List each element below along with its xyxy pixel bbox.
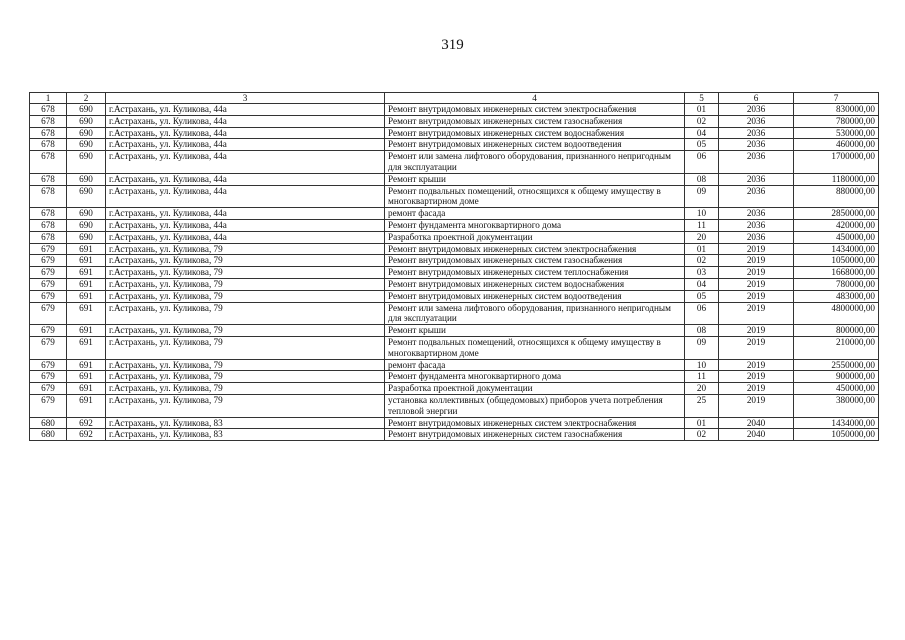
work-type-cell: Ремонт внутридомовых инженерных систем электроснабжения — [385, 417, 685, 429]
work-type-cell: Ремонт крыши — [385, 173, 685, 185]
cost-cell: 780000,00 — [794, 278, 879, 290]
row-number-cell: 679 — [30, 359, 67, 371]
column-header: 7 — [794, 93, 879, 104]
cost-cell: 4800000,00 — [794, 302, 879, 325]
house-id-cell: 690 — [67, 208, 106, 220]
table-row — [30, 267, 879, 279]
year-cell: 2019 — [719, 255, 794, 267]
work-type-cell: Ремонт внутридомовых инженерных систем газоснабжения — [385, 429, 685, 441]
house-id-cell: 691 — [67, 267, 106, 279]
house-id-cell: 692 — [67, 429, 106, 441]
work-code-cell: 01 — [685, 104, 719, 116]
column-header: 5 — [685, 93, 719, 104]
work-type-cell: Разработка проектной документации — [385, 231, 685, 243]
year-cell: 2019 — [719, 267, 794, 279]
house-id-cell: 690 — [67, 185, 106, 208]
table-row — [30, 104, 879, 116]
work-type-cell: Ремонт внутридомовых инженерных систем водоотведения — [385, 290, 685, 302]
row-number-cell: 679 — [30, 255, 67, 267]
house-id-cell: 691 — [67, 383, 106, 395]
address-cell: г.Астрахань, ул. Куликова, 44а — [106, 139, 385, 151]
year-cell: 2040 — [719, 429, 794, 441]
cost-cell: 880000,00 — [794, 185, 879, 208]
column-header: 1 — [30, 93, 67, 104]
work-code-cell: 08 — [685, 325, 719, 337]
year-cell: 2019 — [719, 278, 794, 290]
cost-cell: 450000,00 — [794, 231, 879, 243]
table-row — [30, 151, 879, 174]
address-cell: г.Астрахань, ул. Куликова, 79 — [106, 371, 385, 383]
house-id-cell: 692 — [67, 417, 106, 429]
work-code-cell: 05 — [685, 290, 719, 302]
house-id-cell: 691 — [67, 394, 106, 417]
address-cell: г.Астрахань, ул. Куликова, 44а — [106, 173, 385, 185]
work-code-cell: 20 — [685, 231, 719, 243]
work-type-cell: Ремонт внутридомовых инженерных систем водоснабжения — [385, 278, 685, 290]
year-cell: 2036 — [719, 115, 794, 127]
row-number-cell: 678 — [30, 151, 67, 174]
work-code-cell: 03 — [685, 267, 719, 279]
cost-cell: 380000,00 — [794, 394, 879, 417]
year-cell: 2019 — [719, 302, 794, 325]
table-row — [30, 429, 879, 441]
work-type-cell: Ремонт крыши — [385, 325, 685, 337]
table-row — [30, 243, 879, 255]
row-number-cell: 678 — [30, 104, 67, 116]
column-header: 6 — [719, 93, 794, 104]
house-id-cell: 690 — [67, 127, 106, 139]
cost-cell: 1434000,00 — [794, 417, 879, 429]
cost-cell: 483000,00 — [794, 290, 879, 302]
address-cell: г.Астрахань, ул. Куликова, 44а — [106, 231, 385, 243]
year-cell: 2036 — [719, 219, 794, 231]
work-code-cell: 06 — [685, 151, 719, 174]
row-number-cell: 679 — [30, 336, 67, 359]
cost-cell: 1050000,00 — [794, 429, 879, 441]
year-cell: 2019 — [719, 290, 794, 302]
house-id-cell: 691 — [67, 278, 106, 290]
cost-cell: 1180000,00 — [794, 173, 879, 185]
work-type-cell: Ремонт внутридомовых инженерных систем водоснабжения — [385, 127, 685, 139]
year-cell: 2019 — [719, 243, 794, 255]
table-row — [30, 255, 879, 267]
house-id-cell: 691 — [67, 243, 106, 255]
row-number-cell: 678 — [30, 139, 67, 151]
cost-cell: 780000,00 — [794, 115, 879, 127]
column-header: 2 — [67, 93, 106, 104]
address-cell: г.Астрахань, ул. Куликова, 79 — [106, 383, 385, 395]
row-number-cell: 678 — [30, 219, 67, 231]
table-row — [30, 173, 879, 185]
work-type-cell: Разработка проектной документации — [385, 383, 685, 395]
address-cell: г.Астрахань, ул. Куликова, 44а — [106, 115, 385, 127]
cost-cell: 830000,00 — [794, 104, 879, 116]
house-id-cell: 691 — [67, 371, 106, 383]
table-row — [30, 208, 879, 220]
address-cell: г.Астрахань, ул. Куликова, 79 — [106, 359, 385, 371]
year-cell: 2036 — [719, 151, 794, 174]
address-cell: г.Астрахань, ул. Куликова, 79 — [106, 255, 385, 267]
year-cell: 2019 — [719, 394, 794, 417]
row-number-cell: 678 — [30, 127, 67, 139]
table-row — [30, 359, 879, 371]
address-cell: г.Астрахань, ул. Куликова, 44а — [106, 208, 385, 220]
house-id-cell: 690 — [67, 104, 106, 116]
row-number-cell: 678 — [30, 173, 67, 185]
year-cell: 2019 — [719, 371, 794, 383]
work-type-cell: Ремонт внутридомовых инженерных систем электроснабжения — [385, 243, 685, 255]
house-id-cell: 691 — [67, 325, 106, 337]
year-cell: 2036 — [719, 139, 794, 151]
house-id-cell: 690 — [67, 151, 106, 174]
cost-cell: 1434000,00 — [794, 243, 879, 255]
row-number-cell: 678 — [30, 208, 67, 220]
table-row — [30, 383, 879, 395]
row-number-cell: 680 — [30, 429, 67, 441]
year-cell: 2040 — [719, 417, 794, 429]
table-row — [30, 290, 879, 302]
page-number: 319 — [441, 37, 464, 53]
year-cell: 2036 — [719, 231, 794, 243]
cost-cell: 1050000,00 — [794, 255, 879, 267]
row-number-cell: 679 — [30, 243, 67, 255]
work-code-cell: 20 — [685, 383, 719, 395]
work-type-cell: ремонт фасада — [385, 359, 685, 371]
work-type-cell: Ремонт внутридомовых инженерных систем газоснабжения — [385, 255, 685, 267]
work-code-cell: 01 — [685, 243, 719, 255]
work-type-cell: Ремонт внутридомовых инженерных систем теплоснабжения — [385, 267, 685, 279]
repair-schedule-table — [29, 92, 879, 441]
table-row — [30, 219, 879, 231]
house-id-cell: 690 — [67, 115, 106, 127]
table-header-row — [30, 93, 879, 104]
house-id-cell: 691 — [67, 290, 106, 302]
year-cell: 2036 — [719, 104, 794, 116]
table-row — [30, 139, 879, 151]
address-cell: г.Астрахань, ул. Куликова, 44а — [106, 104, 385, 116]
table-row — [30, 336, 879, 359]
work-type-cell: ремонт фасада — [385, 208, 685, 220]
work-type-cell: Ремонт или замена лифтового оборудования, признанного непригодным для эксплуатации — [385, 151, 685, 174]
work-type-cell: Ремонт фундамента многоквартирного дома — [385, 371, 685, 383]
cost-cell: 1700000,00 — [794, 151, 879, 174]
work-code-cell: 10 — [685, 208, 719, 220]
address-cell: г.Астрахань, ул. Куликова, 83 — [106, 417, 385, 429]
year-cell: 2036 — [719, 185, 794, 208]
work-type-cell: Ремонт подвальных помещений, относящихся к общему имуществу в многоквартирном доме — [385, 336, 685, 359]
work-type-cell: Ремонт внутридомовых инженерных систем газоснабжения — [385, 115, 685, 127]
cost-cell: 2850000,00 — [794, 208, 879, 220]
work-type-cell: Ремонт подвальных помещений, относящихся к общему имуществу в многоквартирном доме — [385, 185, 685, 208]
row-number-cell: 679 — [30, 325, 67, 337]
house-id-cell: 690 — [67, 139, 106, 151]
address-cell: г.Астрахань, ул. Куликова, 79 — [106, 336, 385, 359]
table-row — [30, 115, 879, 127]
cost-cell: 1668000,00 — [794, 267, 879, 279]
row-number-cell: 679 — [30, 267, 67, 279]
address-cell: г.Астрахань, ул. Куликова, 44а — [106, 127, 385, 139]
address-cell: г.Астрахань, ул. Куликова, 79 — [106, 394, 385, 417]
cost-cell: 450000,00 — [794, 383, 879, 395]
address-cell: г.Астрахань, ул. Куликова, 44а — [106, 151, 385, 174]
house-id-cell: 691 — [67, 302, 106, 325]
column-header: 4 — [385, 93, 685, 104]
address-cell: г.Астрахань, ул. Куликова, 83 — [106, 429, 385, 441]
work-type-cell: Ремонт фундамента многоквартирного дома — [385, 219, 685, 231]
work-type-cell: установка коллективных (общедомовых) приборов учета потребления тепловой энергии — [385, 394, 685, 417]
year-cell: 2036 — [719, 208, 794, 220]
table-body — [30, 104, 879, 441]
house-id-cell: 691 — [67, 336, 106, 359]
work-code-cell: 05 — [685, 139, 719, 151]
row-number-cell: 679 — [30, 394, 67, 417]
cost-cell: 2550000,00 — [794, 359, 879, 371]
house-id-cell: 691 — [67, 359, 106, 371]
table-row — [30, 127, 879, 139]
table-row — [30, 325, 879, 337]
table-row — [30, 185, 879, 208]
table-row — [30, 371, 879, 383]
year-cell: 2019 — [719, 359, 794, 371]
work-code-cell: 09 — [685, 185, 719, 208]
address-cell: г.Астрахань, ул. Куликова, 79 — [106, 278, 385, 290]
address-cell: г.Астрахань, ул. Куликова, 79 — [106, 302, 385, 325]
work-code-cell: 04 — [685, 278, 719, 290]
row-number-cell: 679 — [30, 371, 67, 383]
work-code-cell: 02 — [685, 115, 719, 127]
address-cell: г.Астрахань, ул. Куликова, 79 — [106, 325, 385, 337]
table-row — [30, 394, 879, 417]
work-code-cell: 06 — [685, 302, 719, 325]
column-header: 3 — [106, 93, 385, 104]
cost-cell: 530000,00 — [794, 127, 879, 139]
year-cell: 2019 — [719, 383, 794, 395]
house-id-cell: 691 — [67, 255, 106, 267]
row-number-cell: 678 — [30, 185, 67, 208]
table-row — [30, 302, 879, 325]
work-code-cell: 02 — [685, 429, 719, 441]
cost-cell: 900000,00 — [794, 371, 879, 383]
row-number-cell: 679 — [30, 278, 67, 290]
row-number-cell: 678 — [30, 115, 67, 127]
work-code-cell: 02 — [685, 255, 719, 267]
address-cell: г.Астрахань, ул. Куликова, 79 — [106, 243, 385, 255]
work-type-cell: Ремонт внутридомовых инженерных систем электроснабжения — [385, 104, 685, 116]
house-id-cell: 690 — [67, 219, 106, 231]
work-code-cell: 25 — [685, 394, 719, 417]
work-code-cell: 01 — [685, 417, 719, 429]
address-cell: г.Астрахань, ул. Куликова, 44а — [106, 185, 385, 208]
table-row — [30, 278, 879, 290]
work-code-cell: 11 — [685, 219, 719, 231]
work-code-cell: 04 — [685, 127, 719, 139]
work-code-cell: 10 — [685, 359, 719, 371]
table-row — [30, 417, 879, 429]
work-type-cell: Ремонт внутридомовых инженерных систем водоотведения — [385, 139, 685, 151]
table-row — [30, 231, 879, 243]
house-id-cell: 690 — [67, 231, 106, 243]
row-number-cell: 679 — [30, 290, 67, 302]
row-number-cell: 679 — [30, 383, 67, 395]
year-cell: 2019 — [719, 336, 794, 359]
work-code-cell: 11 — [685, 371, 719, 383]
address-cell: г.Астрахань, ул. Куликова, 79 — [106, 267, 385, 279]
cost-cell: 210000,00 — [794, 336, 879, 359]
cost-cell: 420000,00 — [794, 219, 879, 231]
row-number-cell: 678 — [30, 231, 67, 243]
cost-cell: 460000,00 — [794, 139, 879, 151]
cost-cell: 800000,00 — [794, 325, 879, 337]
year-cell: 2036 — [719, 173, 794, 185]
address-cell: г.Астрахань, ул. Куликова, 44а — [106, 219, 385, 231]
year-cell: 2036 — [719, 127, 794, 139]
address-cell: г.Астрахань, ул. Куликова, 79 — [106, 290, 385, 302]
work-type-cell: Ремонт или замена лифтового оборудования, признанного непригодным для эксплуатации — [385, 302, 685, 325]
work-code-cell: 08 — [685, 173, 719, 185]
house-id-cell: 690 — [67, 173, 106, 185]
year-cell: 2019 — [719, 325, 794, 337]
row-number-cell: 679 — [30, 302, 67, 325]
work-code-cell: 09 — [685, 336, 719, 359]
row-number-cell: 680 — [30, 417, 67, 429]
